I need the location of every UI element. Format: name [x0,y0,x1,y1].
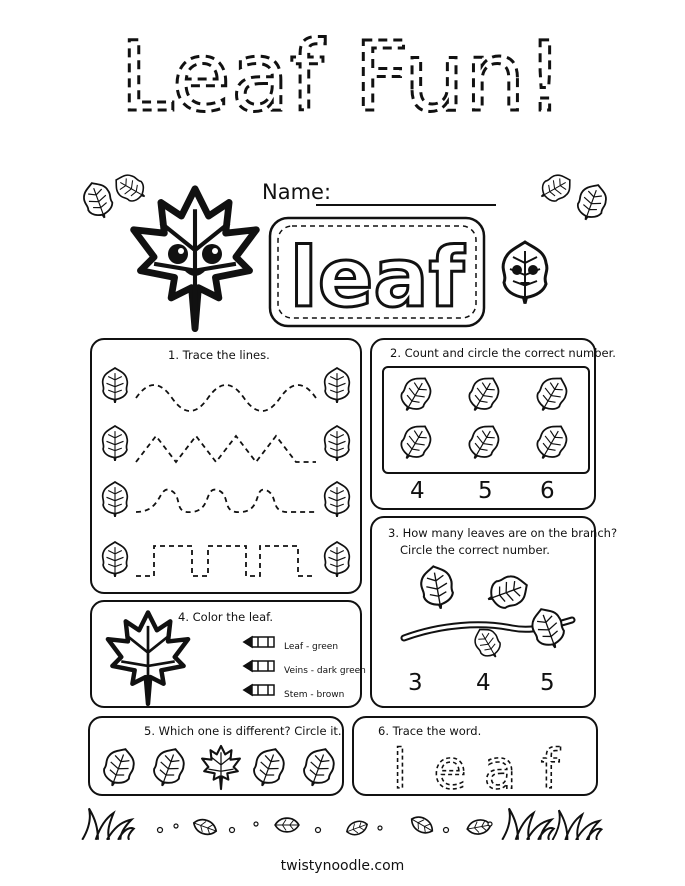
branch-section [370,516,618,708]
page-title-area [0,18,685,133]
trace-lines-label: 1. Trace the lines. [168,348,270,362]
count-option[interactable]: 4 [410,478,425,504]
branch-option[interactable]: 5 [540,670,555,696]
oak-leaf-mascot-icon [495,222,555,322]
color-legend-item: Veins - dark green [284,666,366,676]
branch-option[interactable]: 3 [408,670,423,696]
page-title-text: Leaf Fun! [119,21,565,133]
color-legend-item: Stem - brown [284,690,345,700]
branch-icon [392,562,582,662]
color-legend-item: Leaf - green [284,642,339,652]
count-leaves-icon [384,368,588,472]
color-section [90,600,366,708]
trace-letter: e [433,738,467,801]
count-option[interactable]: 6 [540,478,555,504]
trace-letter: l [392,738,408,801]
name-label: Name: [262,180,332,204]
count-leaves-frame [382,366,590,474]
trace-letter: a [483,738,517,801]
footer-credit: twistynoodle.com [280,858,405,874]
branch-option[interactable]: 4 [476,670,491,696]
trace-word-label: 6. Trace the word. [378,724,482,738]
different-label: 5. Which one is different? Circle it. [144,724,342,738]
maple-leaf-mascot-icon [120,182,270,332]
leaf-word: leaf [289,231,465,326]
branch-label-line2: Circle the correct number. [400,543,550,557]
name-field[interactable] [316,204,496,206]
trace-lines-section [90,338,362,594]
crayon-icons [240,634,280,704]
page-title [0,18,685,133]
trace-word-section [352,716,598,801]
trace-lines-drawing[interactable] [92,340,364,596]
different-leaves-icon[interactable] [96,740,340,794]
count-section [370,338,616,510]
leaf-word-frame [266,214,488,330]
trace-word-area[interactable] [354,718,600,801]
trace-letter: f [540,738,560,801]
bottom-decoration-icon [80,800,605,844]
color-label: 4. Color the leaf. [178,610,274,624]
different-section [88,716,344,796]
count-option[interactable]: 5 [478,478,493,504]
count-label: 2. Count and circle the correct number. [390,346,616,360]
branch-label-line1: 3. How many leaves are on the branch? [388,526,618,540]
color-maple-leaf-icon[interactable] [98,606,198,706]
